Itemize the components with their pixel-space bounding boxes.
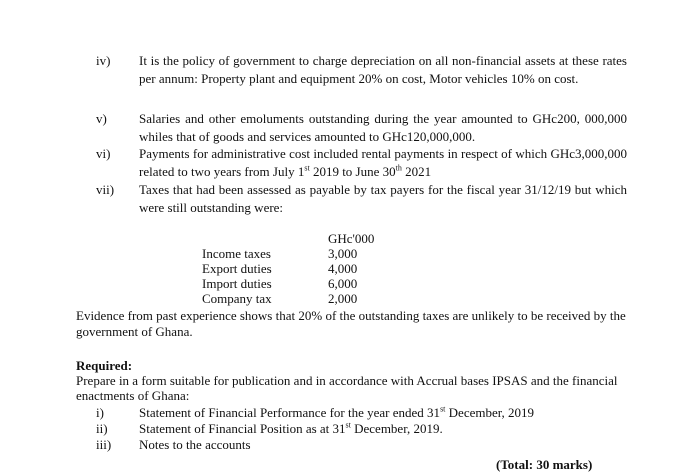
part-text: Notes to the accounts <box>139 437 251 452</box>
table-row-label: Income taxes <box>202 246 271 261</box>
item-number: v) <box>96 111 107 126</box>
required-intro: Prepare in a form suitable for publication and in accordance with Accrual bases IPSAS and the financial enactments of Ghana: <box>76 373 618 403</box>
item-number: iv) <box>96 53 111 68</box>
required-heading: Required: <box>76 358 133 373</box>
part-text: Statement of Financial Performance for the year ended 31st December, 2019 <box>139 404 535 420</box>
part-number: i) <box>96 405 104 420</box>
item-text: Payments for administrative cost included rental payments in respect of which GHc3,000,000 related to two years from July 1st 2019 to June 30th 2021 <box>139 146 627 180</box>
item-text: It is the policy of government to charge depreciation on all non-financial assets at these rates per annum: Property plant and equipment 20% on cost, Motor vehicles 10% on cost. <box>139 53 627 87</box>
item-text: Salaries and other emoluments outstanding during the year amounted to GHc200, 000,000 whiles that of goods and services amounted to GHc120,000,000. <box>139 111 627 145</box>
evidence-paragraph: Evidence from past experience shows that 20% of the outstanding taxes are unlikely to be received by the government of Ghana. <box>76 308 626 339</box>
part-text: Statement of Financial Position as at 31st December, 2019. <box>139 420 443 436</box>
part-number: iii) <box>96 437 112 452</box>
table-row-label: Company tax <box>202 291 272 306</box>
table-row-label: Import duties <box>202 276 272 291</box>
table-header: GHc'000 <box>328 231 375 246</box>
item-number: vii) <box>96 182 115 197</box>
table-row-value: 6,000 <box>328 276 358 291</box>
outstanding-taxes-table <box>0 231 700 311</box>
part-number: ii) <box>96 421 108 436</box>
item-text: Taxes that had been assessed as payable by tax payers for the fiscal year 31/12/19 but which were still outstanding were: <box>139 182 627 216</box>
item-number: vi) <box>96 146 111 161</box>
table-row-label: Export duties <box>202 261 272 276</box>
total-marks: (Total: 30 marks) <box>496 457 593 472</box>
table-row-value: 4,000 <box>328 261 358 276</box>
table-row-value: 3,000 <box>328 246 358 261</box>
table-row-value: 2,000 <box>328 291 358 306</box>
